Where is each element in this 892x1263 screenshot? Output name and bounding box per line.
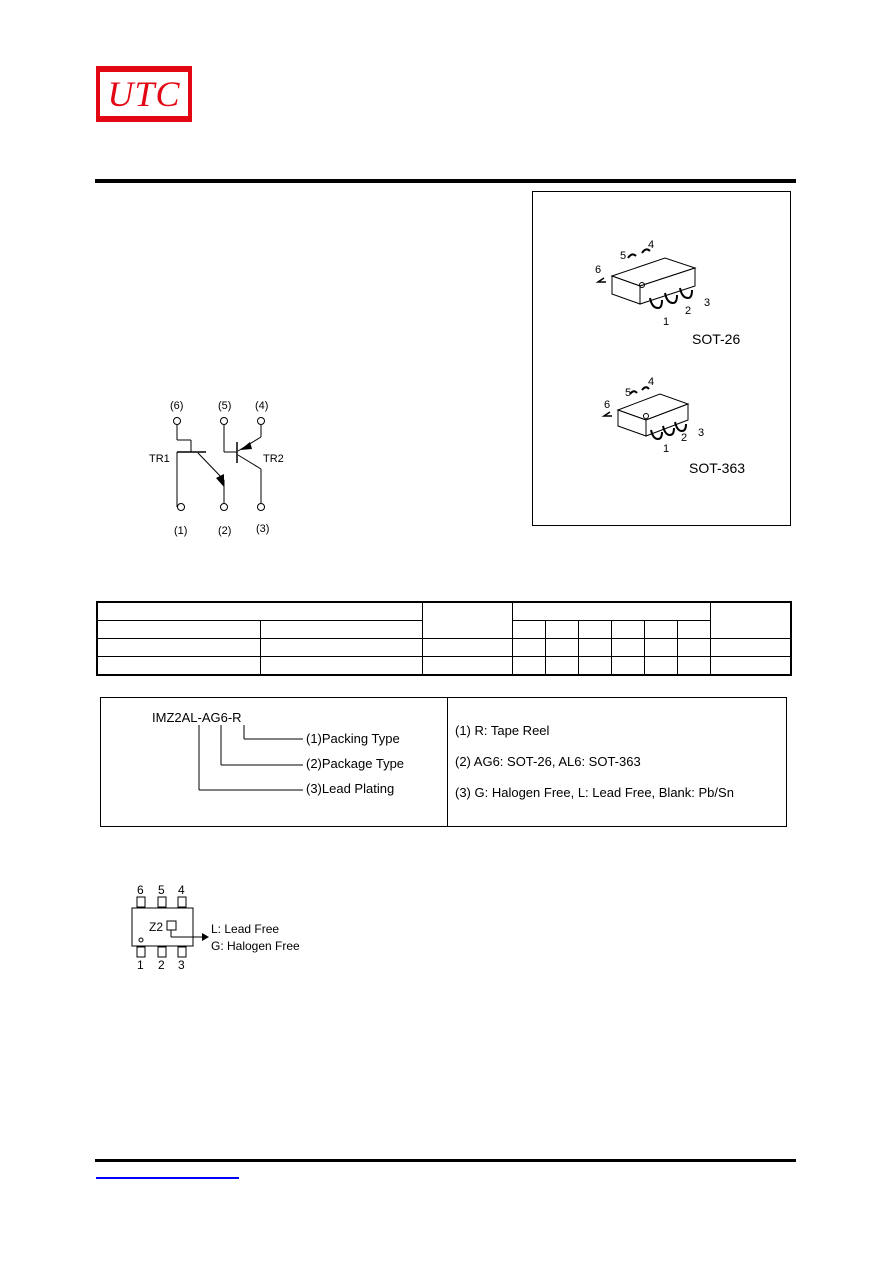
marking-legend-halogen-free: G: Halogen Free bbox=[211, 939, 300, 953]
pin6-label: (6) bbox=[170, 400, 184, 412]
sot363-pin4: 4 bbox=[648, 376, 655, 388]
footer-link[interactable] bbox=[96, 1177, 239, 1179]
pin4-terminal bbox=[258, 418, 265, 425]
header-rule bbox=[95, 179, 796, 183]
table-row bbox=[97, 639, 791, 657]
tr2-arrow bbox=[240, 442, 252, 450]
pin5-terminal bbox=[221, 418, 228, 425]
sot26-pin1: 1 bbox=[663, 316, 670, 328]
sot26-label: SOT-26 bbox=[692, 331, 741, 347]
footer-rule bbox=[95, 1159, 796, 1162]
field-lead-plating: (3)Lead Plating bbox=[306, 781, 395, 796]
sot26-pin4: 4 bbox=[648, 239, 655, 251]
sot26-package-drawing bbox=[590, 236, 720, 331]
sot26-pin2: 2 bbox=[685, 305, 692, 317]
utc-logo bbox=[96, 66, 192, 122]
pin3-label: (3) bbox=[256, 523, 270, 535]
mark-pin6: 6 bbox=[137, 883, 144, 897]
tr1-label: TR1 bbox=[149, 453, 170, 465]
marking-legend-lead-free: L: Lead Free bbox=[211, 922, 280, 936]
desc-packing-type: (1) R: Tape Reel bbox=[455, 723, 550, 738]
mark-pin5: 5 bbox=[158, 883, 165, 897]
desc-package-type: (2) AG6: SOT-26, AL6: SOT-363 bbox=[455, 754, 641, 769]
pin6-terminal bbox=[174, 418, 181, 425]
sot363-pin3: 3 bbox=[698, 427, 705, 439]
sot363-pin1: 1 bbox=[663, 443, 670, 455]
sot26-pin6: 6 bbox=[595, 264, 602, 276]
part-number: IMZ2AL-AG6-R bbox=[152, 710, 242, 725]
field-package-type: (2)Package Type bbox=[306, 756, 405, 771]
sot26-pin5: 5 bbox=[620, 250, 627, 262]
mark-pin2: 2 bbox=[158, 958, 165, 972]
desc-lead-plating: (3) G: Halogen Free, L: Lead Free, Blank: Pb/Sn bbox=[455, 785, 734, 800]
ordering-code-divider bbox=[447, 697, 448, 827]
mark-pin3: 3 bbox=[178, 958, 185, 972]
ordering-information-table bbox=[96, 601, 792, 676]
mark-pin1: 1 bbox=[137, 958, 144, 972]
table-row bbox=[97, 657, 791, 676]
sot363-label: SOT-363 bbox=[689, 460, 746, 476]
field-packing-type: (1)Packing Type bbox=[306, 731, 400, 746]
sot363-package-drawing bbox=[596, 374, 716, 459]
ordering-code-leader-lines bbox=[195, 724, 305, 794]
mark-pin4: 4 bbox=[178, 883, 185, 897]
table-row bbox=[97, 602, 791, 621]
pin5-label: (5) bbox=[218, 400, 232, 412]
sot363-pin5: 5 bbox=[625, 387, 632, 399]
pin1-label: (1) bbox=[174, 525, 188, 537]
pin1-terminal bbox=[178, 504, 185, 511]
pin2-terminal bbox=[221, 504, 228, 511]
tr2-label: TR2 bbox=[263, 453, 284, 465]
pin2-label: (2) bbox=[218, 525, 232, 537]
marking-diagram bbox=[125, 880, 325, 975]
equivalent-circuit-diagram bbox=[140, 395, 290, 540]
sot363-pin6: 6 bbox=[604, 399, 611, 411]
logo-text: UTC bbox=[107, 74, 181, 114]
marking-code: Z2 bbox=[149, 920, 164, 934]
pin4-label: (4) bbox=[255, 400, 269, 412]
sot26-pin3: 3 bbox=[704, 297, 711, 309]
sot363-pin2: 2 bbox=[681, 432, 688, 444]
pin3-terminal bbox=[258, 504, 265, 511]
